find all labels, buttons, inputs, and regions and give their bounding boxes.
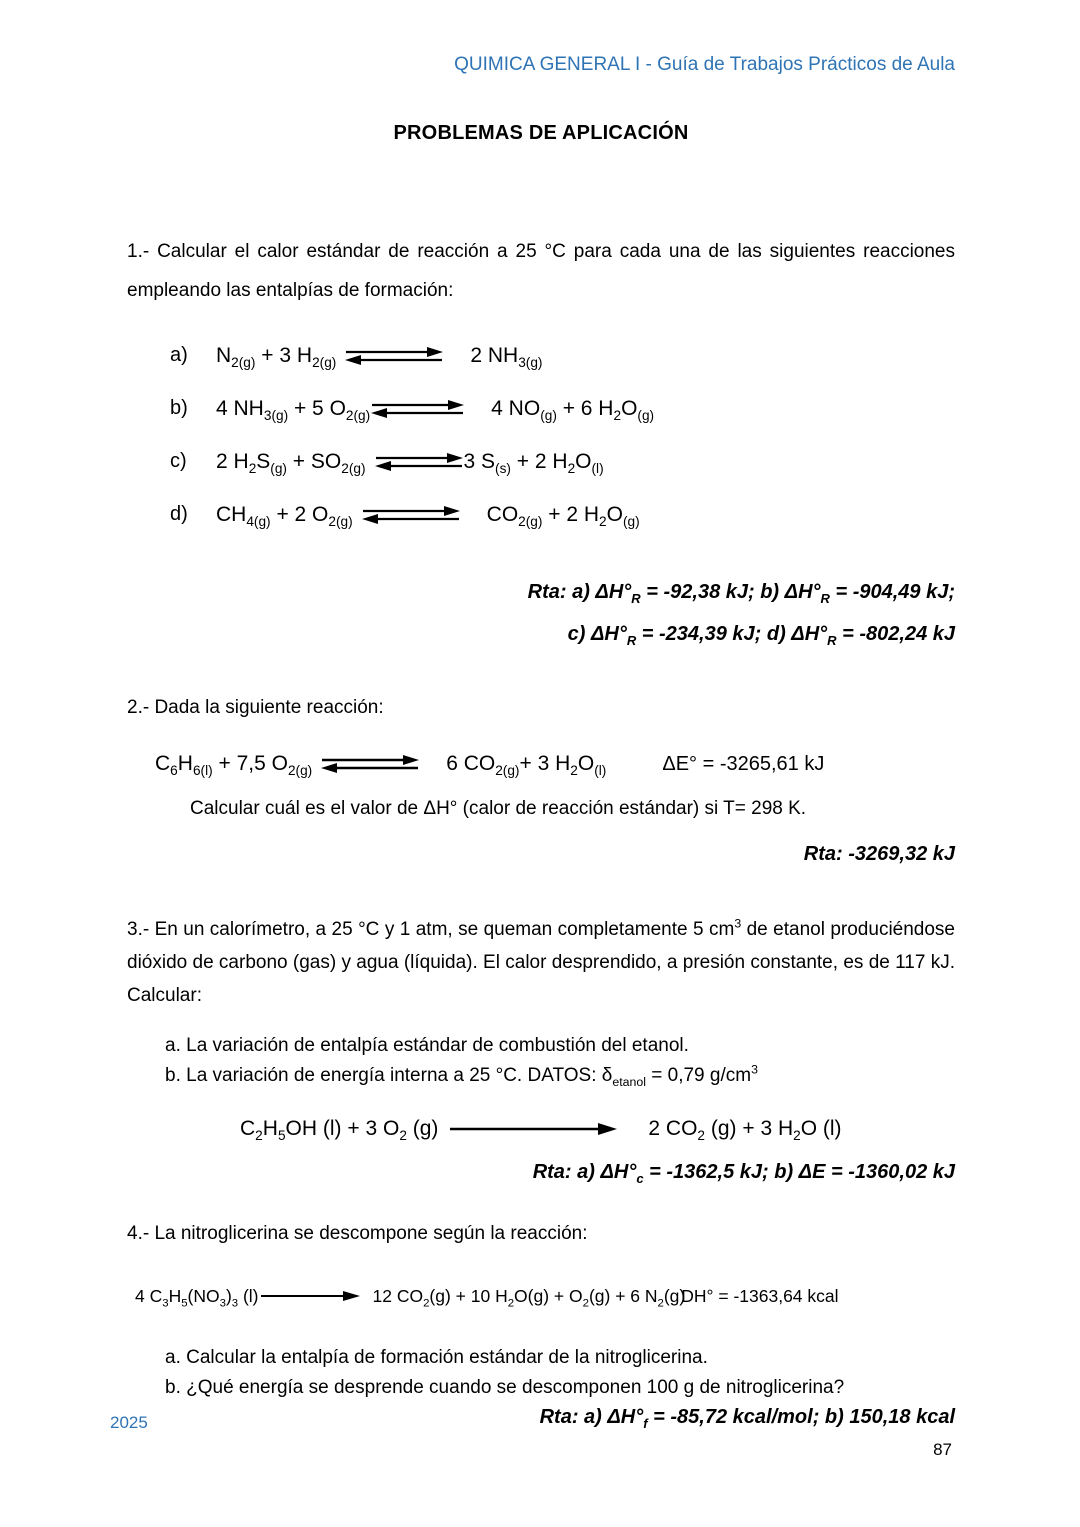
equilibrium-arrow-icon — [320, 754, 420, 774]
problem-4-statement: 4.- La nitroglicerina se descompone según la reacción: — [127, 1223, 588, 1244]
reaction-lhs: 4 $NH_{3(g)} + 5$ $O_{2(g)}$ — [216, 396, 371, 423]
reaction-row-b — [127, 382, 955, 435]
problem-3-statement: 3.- En un calorímetro, a 25 °C y 1 atm, se queman completamente 5 $cm^3$ de etanol produciéndose dióxido de carbono (gas) y agua (líquida). El calor desprendido, a presión constante, es de 117 kJ. Calcular: — [127, 916, 956, 1006]
reaction-label: c) — [170, 450, 187, 472]
equilibrium-arrow-icon — [374, 452, 464, 472]
page-header: QUIMICA GENERAL I - Guía de Trabajos Prácticos de Aula — [454, 54, 955, 75]
equilibrium-arrow-icon — [344, 346, 444, 366]
problem-1-answer-line-2: c) $\Delta H^\circ_R = -234,39$ kJ; d) $\Delta H^\circ_R = -802,24$ kJ — [567, 623, 955, 648]
page-number: 87 — [933, 1440, 952, 1459]
reaction-lhs: $CH_{4(g)} + 2$ $O_{2(g)}$ — [216, 502, 353, 529]
reaction-lhs: $C_6H_{6(l)} + 7,5$ $O_{2(g)}$ — [155, 752, 313, 779]
reaction-row-d — [127, 488, 955, 541]
reaction-lhs: 4 $C_3H_5(NO_3)_3$ (l) — [135, 1285, 259, 1309]
reaction-rhs: $CO_{2(g)} + 2$ $H_2O_{(g)}$ — [486, 502, 640, 529]
reaction-label: a) — [170, 344, 188, 366]
problem-4-equation — [127, 1273, 955, 1319]
problem-1-reaction-list — [127, 329, 955, 541]
problem-3-answer: Rta: a) $\Delta H^\circ_c = -1362,5$ kJ; b) ΔE = -1360,02 kJ — [532, 1161, 955, 1186]
problem-3-equation — [127, 1105, 955, 1153]
problem-2-question: Calcular cuál es el valor de ΔH° (calor de reacción estándar) si T= 298 K. — [190, 798, 807, 819]
problem-2-equation — [127, 740, 955, 788]
footer-year: 2025 — [110, 1413, 148, 1432]
right-arrow-icon — [261, 1289, 361, 1303]
problem-3-item-a: a. La variación de entalpía estándar de combustión del etanol. — [165, 1035, 689, 1056]
reaction-energy-value: DH° = -1363,64 kcal — [681, 1285, 839, 1306]
problem-1-answer — [127, 571, 955, 655]
reaction-row-a — [127, 329, 955, 382]
problem-4-answer: Rta: a) $\Delta H^\circ_f = -85,72$ kcal/mol; b) 150,18 kcal — [539, 1406, 955, 1431]
reaction-rhs: 3 $S_{(s)} + 2$ $H_2O_{(l)}$ — [463, 449, 604, 476]
reaction-rhs: 12 $CO_2(g) + 10$ $H_2O(g) + O_2(g) + 6$ $N_2(g)$ — [372, 1285, 686, 1309]
problem-4-item-a: a. Calcular la entalpía de formación estándar de la nitroglicerina. — [165, 1347, 708, 1368]
reaction-rhs: 2 $NH_{3(g)}$ — [470, 343, 543, 370]
reaction-lhs: $N_{2(g)} + 3$ $H_{2(g)}$ — [216, 343, 337, 370]
reaction-energy-value: ΔE° = -3265,61 kJ — [662, 752, 825, 775]
right-arrow-icon — [450, 1121, 618, 1137]
reaction-lhs: 2 $H_2S_{(g)} + SO_{2(g)}$ — [216, 449, 366, 476]
problem-1-answer-line-1: Rta: a) $\Delta H^\circ_R = -92,38$ kJ; b) $\Delta H^\circ_R = -904,49$ kJ; — [527, 581, 955, 606]
reaction-label: b) — [170, 397, 188, 419]
problem-1-statement: 1.- Calcular el calor estándar de reacción a 25 °C para cada una de las siguientes reacciones empleando las entalpías de formación: — [127, 241, 955, 301]
reaction-rhs: 2 $CO_2$ (g) + 3 $H_2O$ (l) — [648, 1117, 842, 1144]
reaction-row-c — [127, 435, 955, 488]
problem-3-item-b: b. La variación de energía interna a 25 °C. DATOS: $\delta_{etanol} = 0,79$ $g/cm^3$ — [165, 1062, 758, 1089]
problem-4-item-b: b. ¿Qué energía se desprende cuando se descomponen 100 g de nitroglicerina? — [165, 1377, 845, 1398]
reaction-rhs: 4 $NO_{(g)} + 6$ $H_2O_{(g)}$ — [491, 396, 655, 423]
problem-4-items — [127, 1343, 955, 1403]
page-title: PROBLEMAS DE APLICACIÓN — [393, 122, 689, 144]
reaction-lhs: $C_2H_5OH$ (l) + 3 $O_2$ (g) — [240, 1117, 439, 1144]
problem-2-answer: Rta: -3269,32 kJ — [803, 843, 955, 865]
reaction-rhs: 6 $CO_{2(g)}+ 3$ $H_2O_{(l)}$ — [446, 752, 607, 779]
problem-2-statement: 2.- Dada la siguiente reacción: — [127, 697, 384, 718]
equilibrium-arrow-icon — [370, 399, 465, 419]
equilibrium-arrow-icon — [361, 505, 461, 525]
reaction-label: d) — [170, 503, 188, 525]
